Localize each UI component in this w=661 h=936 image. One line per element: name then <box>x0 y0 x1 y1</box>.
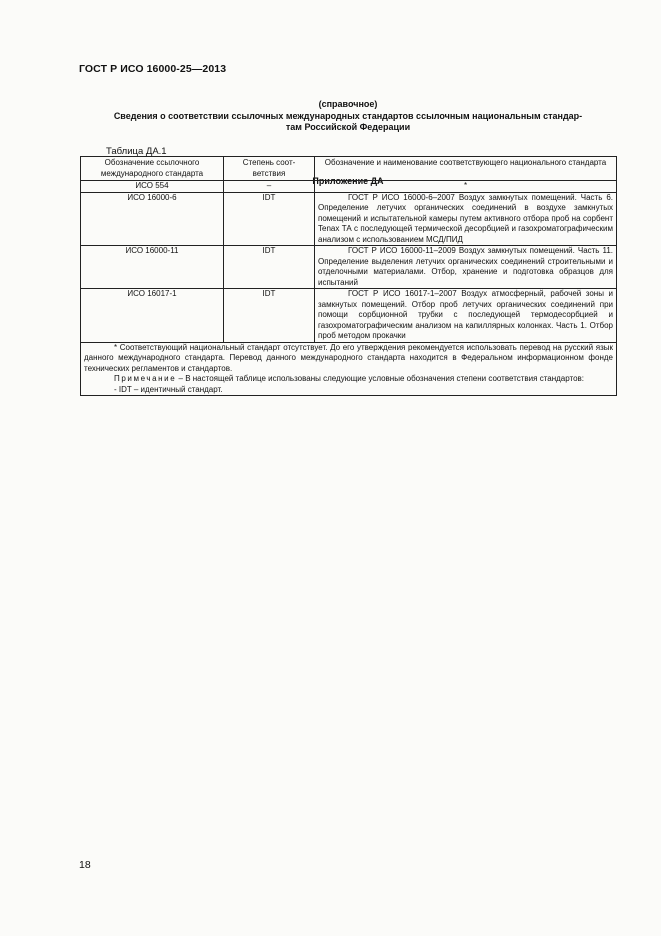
appendix-heading-line-2: там Российской Федерации <box>285 122 411 132</box>
cell-intl: ИСО 16000-11 <box>81 246 224 289</box>
cell-intl: ИСО 554 <box>81 181 224 193</box>
header-national-standard: Обозначение и наименование соответствующего национального стандарта <box>315 157 617 181</box>
cell-intl: ИСО 16017-1 <box>81 289 224 343</box>
cell-degree: IDT <box>224 192 315 246</box>
cell-degree: – <box>224 181 315 193</box>
appendix-title: Приложение ДА <box>312 176 384 186</box>
table-footnote: * Соответствующий национальный стандарт отсутствует. До его утверждения рекомендуется использовать перевод на русский язык данного международного стандарта. Перевод данного международного стандарта находится в Федеральном информационном фонде технических регламентов и стандартов. <box>84 342 613 373</box>
header-intl-standard: Обозначение ссылочного международного стандарта <box>81 157 224 181</box>
table-note <box>84 374 613 385</box>
table-notes <box>81 342 617 396</box>
cell-degree: IDT <box>224 246 315 289</box>
table-row <box>81 181 617 193</box>
table-notes-row <box>81 342 617 396</box>
header-degree: Степень соот- ветствия <box>224 157 315 181</box>
table-row <box>81 289 617 343</box>
cell-national: ГОСТ Р ИСО 16000-11–2009 Воздух замкнутых помещений. Часть 11. Определение выделения летучих органических соединений строительными и отделочными материалами. Отбор, хранение и подготовка образцов для испытаний <box>315 246 617 289</box>
cell-national: ГОСТ Р ИСО 16000-6–2007 Воздух замкнутых помещений. Часть 6. Определение летучих органических соединений в воздухе замкнутых помещений и испытательной камеры путем активного отбора проб на сорбент Tenax ТА с последующей термической десорбцией и газохроматографическим анализом с использованием МСД/ПИД <box>315 192 617 246</box>
cell-national: * <box>315 181 617 193</box>
document-header: ГОСТ Р ИСО 16000-25—2013 <box>79 63 227 75</box>
appendix-subtitle: (справочное) <box>318 99 378 109</box>
cell-intl: ИСО 16000-6 <box>81 192 224 246</box>
note-label: Примечание <box>114 374 177 383</box>
table-caption: Таблица ДА.1 <box>106 146 167 157</box>
standards-table <box>80 156 617 396</box>
table-row <box>81 246 617 289</box>
cell-degree: IDT <box>224 289 315 343</box>
page-number: 18 <box>79 859 91 871</box>
cell-national: ГОСТ Р ИСО 16017-1–2007 Воздух атмосферный, рабочей зоны и замкнутых помещений. Отбор проб летучих органических соединений при помощи сорбционной трубки с последующей термодесорбцией и газохроматографическим анализом на капиллярных колонках. Часть 1. Отбор проб методом прокачки <box>315 289 617 343</box>
note-item: - IDT – идентичный стандарт. <box>114 384 223 394</box>
appendix-heading-line-1: Сведения о соответствии ссылочных международных стандартов ссылочным национальным стандар- <box>113 111 583 121</box>
table-row <box>81 192 617 246</box>
note-text: – В настоящей таблице использованы следующие условные обозначения степени соответствия стандартов: <box>176 374 585 383</box>
table-header-row <box>81 157 617 181</box>
